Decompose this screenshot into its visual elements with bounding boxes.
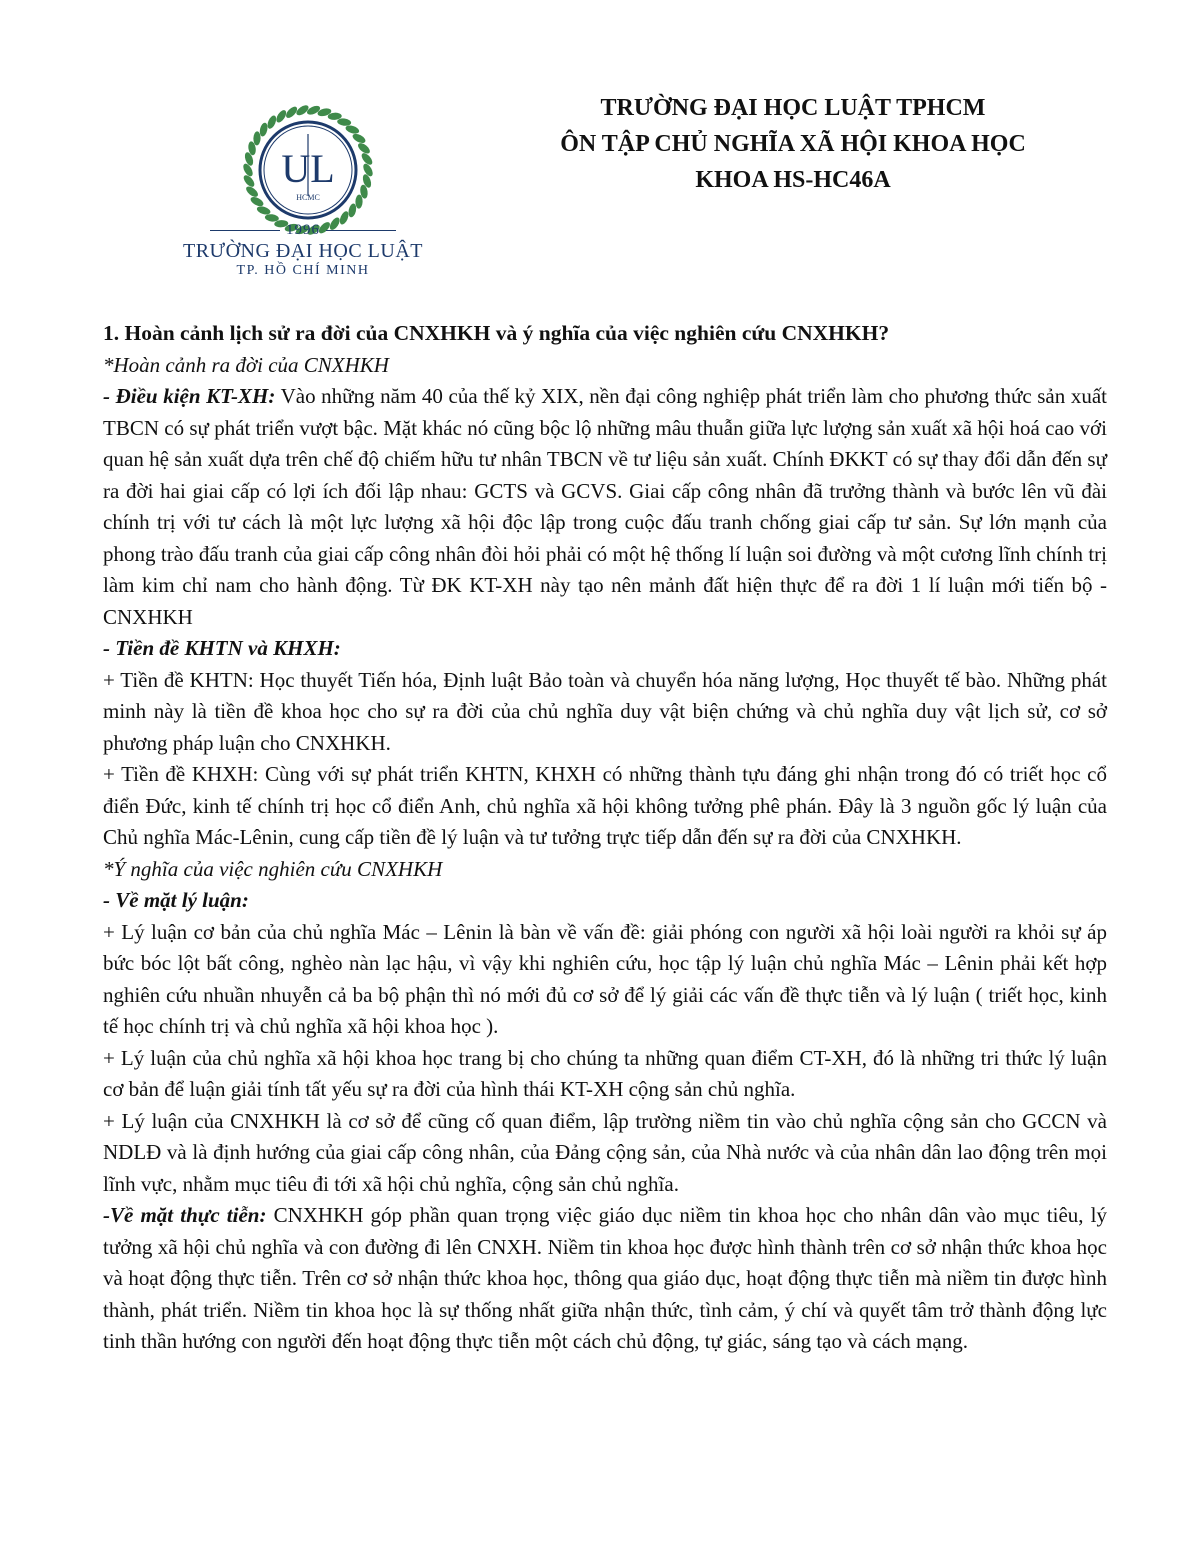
university-logo [178,100,428,290]
university-emblem-icon [238,100,378,240]
laurel-leaf [249,195,265,208]
paragraph-premises-heading: - Tiền đề KHTN và KHXH: [103,636,341,660]
paragraph-natural-science: + Tiền đề KHTN: Học thuyết Tiến hóa, Định luật Bảo toàn và chuyển hóa năng lượng, Học thuyết tế bào. Những phát minh này là tiền đề khoa học cho sự ra đời của chủ nghĩa duy vật biện chứng và chủ nghĩa duy vật lịch sử, cơ sở phương pháp luận cho CNXHKH. [103,667,1107,755]
paragraph-theory-heading: - Về mặt lý luận: [103,888,249,912]
laurel-leaf [264,213,279,222]
logo-university-name: TRƯỜNG ĐẠI HỌC LUẬT [183,240,423,262]
paragraph-social-science: + Tiền đề KHXH: Cùng với sự phát triển KHTN, KHXH có những thành tựu đáng ghi nhận trong đó có triết học cổ điển Đức, kinh tế chính trị học cổ điển Anh, chủ nghĩa xã hội không tưởng phê phán. Đây là 3 nguồn gốc lý luận của Chủ nghĩa Mác-Lênin, cung cấp tiền đề lý luận và tư tưởng trực tiếp dẫn đến sự ra đời của CNXHKH. [103,762,1107,849]
header-class: KHOA HS-HC46A [695,167,891,193]
laurel-leaf [274,108,288,124]
header-course: ÔN TẬP CHỦ NGHĨA XÃ HỘI KHOA HỌC [560,131,1026,157]
section-heading-background: *Hoàn cảnh ra đời của CNXHKH [103,352,389,377]
section-heading-significance: *Ý nghĩa của việc nghiên cứu CNXHKH [103,856,443,881]
paragraph-text: CNXHKH góp phần quan trọng việc giáo dục niềm tin khoa học cho nhân dân vào mục tiêu, lý tưởng xã hội chủ nghĩa và con đường đi lên CNXH. Niềm tin khoa học được hình thành trên cơ sở nhận thức khoa học và hoạt động thực tiễn. Trên cơ sở nhận thức khoa học, thông qua giáo dục, hoạt động thực tiễn mà niềm tin được hình thành, phát triển. Niềm tin khoa học là sự thống nhất giữa nhận thức, tình cảm, ý chí và quyết tâm trở thành động lực tinh thần hướng con người đến hoạt động thực tiễn một cách chủ động, tự giác, sáng tạo và cách mạng. [103,1203,1107,1353]
paragraph-theory-3: + Lý luận của CNXHKH là cơ sở để cũng cố quan điểm, lập trường niềm tin vào chủ nghĩa cộng sản cho GCCN và NDLĐ và là định hướng của giai cấp công nhân, của Đảng cộng sản, của Nhà nước và của nhân dân lao động trên mọi lĩnh vực, nhằm mục tiêu đi tới xã hội chủ nghĩa, cộng sản chủ nghĩa. [103,1108,1107,1196]
paragraph-label: -Về mặt thực tiễn: [103,1203,267,1227]
laurel-leaf [355,194,363,208]
document-header [528,90,1058,198]
paragraph-theory-2: + Lý luận của chủ nghĩa xã hội khoa học trang bị cho chúng ta những quan điểm CT-XH, đó là những tri thức lý luận cơ bản để luận giải tính tất yếu sự ra đời của hình thái KT-XH cộng sản chủ nghĩa. [103,1045,1107,1101]
laurel-leaf [361,162,374,178]
paragraph-label: - Điều kiện KT-XH: [103,384,276,408]
question-title: 1. Hoàn cảnh lịch sử ra đời của CNXHKH và ý nghĩa của việc nghiên cứu CNXHKH? [103,321,890,345]
laurel-leaf [351,132,367,145]
paragraph-text: Vào những năm 40 của thế kỷ XIX, nền đại công nghiệp phát triển làm cho phương thức sản xuất TBCN có sự phát triển vượt bậc. Mặt khác nó cũng bộc lộ những mâu thuẫn giữa lực lượng sản xuất xã hội hoá cao với quan hệ sản xuất dựa trên chế độ chiếm hữu tư nhân TBCN về tư liệu sản xuất. Chính ĐKKT có sự thay đổi dẫn đến sự ra đời hai giai cấp có lợi ích đối lập nhau: GCTS và GCVS. Giai cấp công nhân đã trưởng thành và bước lên vũ đài chính trị với tư cách là một lực lượng xã hội độc lập trong cuộc đấu tranh chống giai cấp tư sản. Sự lớn mạnh của phong trào đấu tranh của giai cấp công nhân đòi hỏi phải có một hệ thống lí luận soi đường và một cương lĩnh chính trị làm kim chỉ nam cho hành động. Từ ĐK KT-XH này tạo nên mảnh đất hiện thực để ra đời 1 lí luận mới tiến bộ - CNXHKH [103,384,1108,629]
laurel-leaf [241,162,254,178]
svg-text:HCMC: HCMC [296,193,320,202]
logo-city: TP. HỒ CHÍ MINH [236,263,370,278]
logo-year: 1996 [178,222,428,239]
paragraph-theory-1: + Lý luận cơ bản của chủ nghĩa Mác – Lênin là bàn về vấn đề: giải phóng con người xã hội loài người ra khỏi sự áp bức bóc lột bất công, nghèo nàn lạc hậu, vì vậy khi nghiên cứu, học tập lý luận chủ nghĩa Mác – Lênin phải kết hợp nghiên cứu nhuần nhuyễn cả ba bộ phận thì nó mới đủ cơ sở để lý giải các vấn đề thực tiễn và lý luận ( triết học, kinh tế học chính trị và chủ nghĩa xã hội khoa học ). [103,919,1107,1038]
svg-text:UL: UL [281,146,335,191]
header-university: TRƯỜNG ĐẠI HỌC LUẬT TPHCM [600,95,986,121]
document-body [103,318,1107,1358]
paragraph-socio-economic [103,381,1107,633]
laurel-leaf [337,118,352,127]
laurel-leaf [253,131,261,145]
paragraph-practice [103,1200,1107,1358]
laurel-leaf [266,114,278,130]
